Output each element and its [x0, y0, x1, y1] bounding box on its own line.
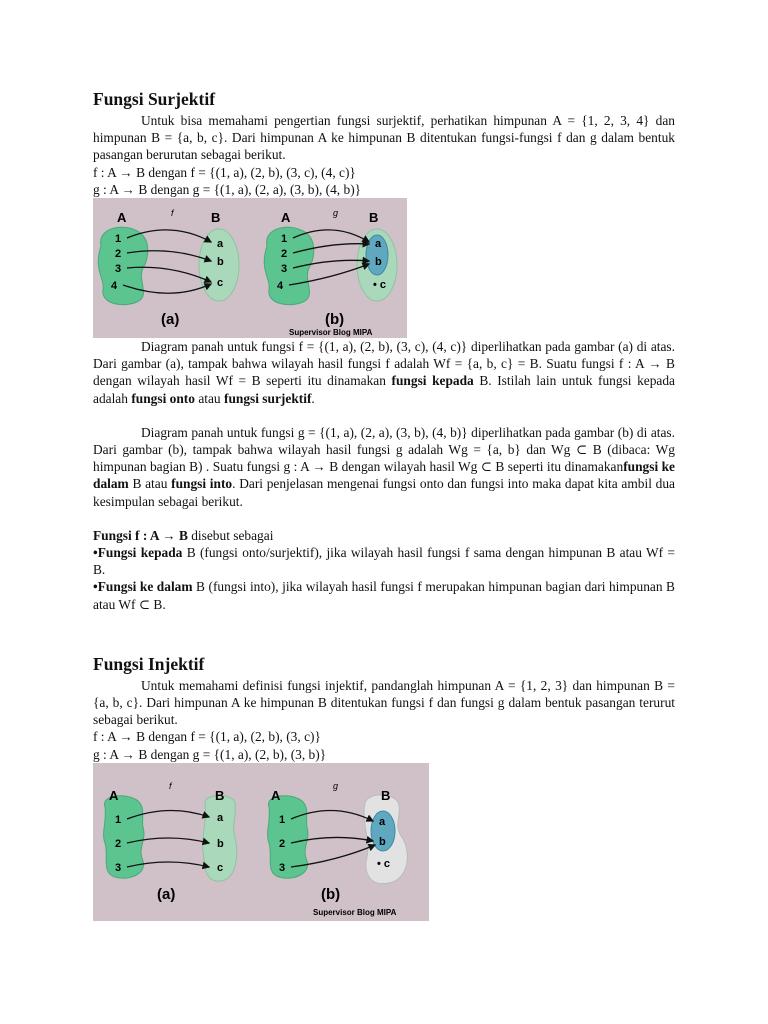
element-a-2b: a — [379, 815, 386, 828]
document-page — [93, 88, 675, 921]
element-c: c — [217, 277, 224, 290]
caption-a-2: (a) — [157, 885, 176, 903]
element-3: 3 — [115, 263, 122, 276]
function-f-label: f — [171, 208, 174, 219]
caption-a: (a) — [161, 311, 180, 329]
function-f-definition: f : A → B dengan f = {(1, a), (2, b), (3, c), (4, c)} — [93, 164, 356, 180]
set-a-label-b: A — [281, 210, 291, 226]
section-title-injektif: Fungsi Injektif — [93, 653, 205, 674]
element-c-2: c — [217, 861, 224, 874]
paragraph-into-explanation: Diagram panah untuk fungsi g = {(1, a), (2, a), (3, b), (4, b)} diperlihatkan pada gambar (b) di atas. Dari gambar (b), tampak bahwa wilayah hasil fungsi g adalah Wg = {a, b} dan Wg ⊂ B (dibaca: Wg himpunan bagian B) . Suatu fungsi g : A → B dengan wilayah hasil Wg ⊂ B seperti itu dinamakanfungsi ke dalam B atau fungsi into. Dari penjelasan mengenai fungsi onto dan fungsi into maka dapat kita ambil dua kesimpulan sebagai berikut. — [93, 424, 676, 509]
element-c-b: • c — [373, 279, 387, 292]
paragraph-surjective-explanation: Diagram panah untuk fungsi f = {(1, a), (2, b), (3, c), (4, c)} diperlihatkan pada gambar (a) di atas. Dari gambar (a), tampak bahwa wilayah hasil fungsi f adalah Wf = {a, b, c} = B. Suatu fungsi f : A → B dengan wilayah hasil Wf = B seperti itu dinamakan fungsi kepada B. Istilah lain untuk fungsi kepada adalah fungsi onto atau fungsi surjektif. — [93, 339, 675, 406]
element-3-2: 3 — [115, 861, 122, 874]
caption-b: (b) — [325, 311, 345, 329]
element-a-2: a — [217, 811, 224, 824]
function-g-label: g — [333, 208, 339, 219]
element-2-2b: 2 — [279, 837, 286, 850]
element-2: 2 — [115, 248, 122, 261]
surjective-arrow-diagram — [93, 198, 407, 338]
intro-paragraph-injektif: Untuk memahami definisi fungsi injektif, pandanglah himpunan A = {1, 2, 3} dan himpunan B = {a, b, c}. Dari himpunan A ke himpunan B ditentukan fungsi f dan fungsi g dalam bentuk pasangan terurut sebagai berikut. — [93, 677, 675, 728]
element-3-2b: 3 — [279, 861, 286, 874]
set-b-label: B — [211, 210, 221, 226]
section-title-surjektif: Fungsi Surjektif — [93, 89, 216, 109]
element-1-b: 1 — [281, 233, 288, 246]
bullet-fungsi-kepada: •Fungsi kepada B (fungsi onto/surjektif), jika wilayah hasil fungsi f sama dengan himpunan B atau Wf = B. — [93, 545, 675, 578]
set-a-label-2b: A — [271, 787, 281, 803]
element-2-b: 2 — [281, 248, 288, 261]
figure-credit: Supervisor Blog MIPA — [289, 328, 373, 338]
element-b-2b: b — [379, 835, 386, 848]
set-a-label-2: A — [109, 787, 119, 803]
caption-b-2: (b) — [321, 885, 341, 903]
element-c-2b: • c — [377, 857, 391, 870]
element-a: a — [217, 238, 224, 251]
element-2-2: 2 — [115, 837, 122, 850]
function-g-definition-2: g : A → B dengan g = {(1, a), (2, b), (3, b)} — [93, 746, 327, 762]
element-b: b — [217, 256, 224, 269]
summary-heading: Fungsi f : A → B disebut sebagai — [93, 527, 274, 543]
function-f-label-2: f — [169, 780, 172, 791]
set-b-label-2b: B — [381, 787, 391, 803]
element-1-2b: 1 — [279, 813, 286, 826]
element-4: 4 — [111, 280, 118, 293]
set-a-label: A — [117, 210, 127, 226]
element-b-2: b — [217, 837, 224, 850]
function-f-definition-2: f : A → B dengan f = {(1, a), (2, b), (3, c)} — [93, 729, 321, 745]
function-g-definition: g : A → B dengan g = {(1, a), (2, a), (3, b), (4, b)} — [93, 181, 362, 197]
function-g-label-2: g — [333, 780, 339, 791]
element-a-b: a — [375, 238, 382, 251]
set-a-blob-b — [264, 227, 314, 305]
intro-paragraph-surjektif: Untuk bisa memahami pengertian fungsi surjektif, perhatikan himpunan A = {1, 2, 3, 4} dan himpunan B = {a, b, c}. Dari himpunan A ke himpunan B ditentukan fungsi-fungsi f dan g dalam bentuk pasangan berurutan sebagai berikut. — [93, 113, 675, 163]
element-4-b: 4 — [277, 280, 284, 293]
injective-arrow-diagram — [93, 763, 429, 921]
set-b-label-2: B — [215, 787, 225, 803]
element-1: 1 — [115, 233, 122, 246]
element-b-b: b — [375, 256, 382, 269]
set-a-blob-2 — [104, 796, 144, 878]
element-3-b: 3 — [281, 263, 288, 276]
figure-credit-2: Supervisor Blog MIPA — [313, 907, 397, 917]
bullet-fungsi-ke-dalam: •Fungsi ke dalam B (fungsi into), jika wilayah hasil fungsi f merupakan himpunan bagian dari himpunan B atau Wf ⊂ B. — [93, 579, 675, 612]
set-a-blob — [98, 227, 148, 305]
element-1-2: 1 — [115, 813, 122, 826]
set-b-label-b: B — [369, 210, 379, 226]
